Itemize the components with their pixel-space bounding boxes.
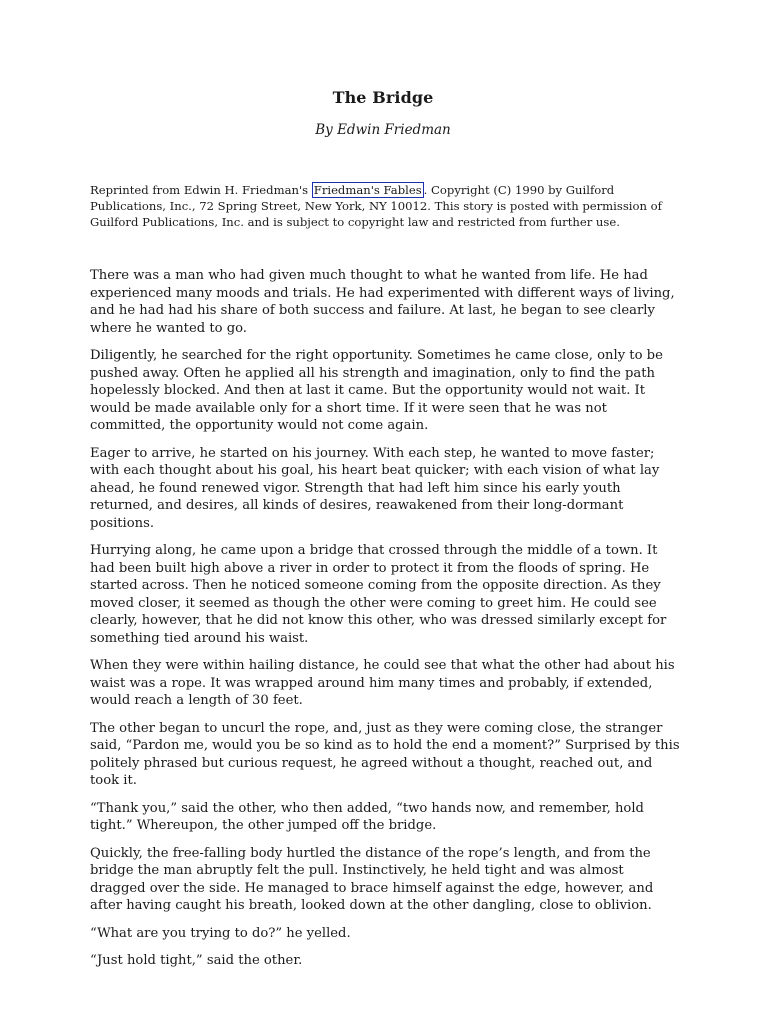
story-paragraph: “What are you trying to do?” he yelled. [90,925,351,941]
story-title: The Bridge [332,88,434,107]
story-paragraph: Diligently, he searched for the right opportunity. Sometimes he came close, only to be pushed away. Often he applied all his strength and imagination, only to find the path hopelessly blocked. And then at last it came. But the opportunity would not wait. It would be made available only for a short time. If it were seen that he was not committed, the opportunity would not come again. [90,348,663,433]
story-paragraph: Eager to arrive, he started on his journey. With each step, he wanted to move faster; with each thought about his goal, his heart beat quicker; with each vision of what lay ahead, he found renewed vigor. Strength that had left him since his early youth returned, and desires, all kinds of desires, reawakened from their long-dormant positions. [90,445,660,531]
story-paragraph: Hurrying along, he came upon a bridge that crossed through the middle of a town. It had been built high above a river in order to protect it from the floods of spring. He started across. Then he noticed someone coming from the opposite direction. As they moved closer, it seemed as though the other were coming to greet him. He could see clearly, however, that he did not know this other, who was dressed similarly except for something tied around his waist. [90,543,667,646]
story-paragraph: There was a man who had given much thought to what he wanted from life. He had experienced many moods and trials. He had experimented with different ways of living, and he had had his share of both success and failure. At last, he began to see clearly where he wanted to go. [90,268,675,336]
copyright-notice [90,182,676,230]
book-link[interactable]: Friedman's Fables [313,183,422,197]
notice-text-after-link: . Copyright (C) 1990 by Guilford Publications, Inc., 72 Spring Street, New York, NY 10012. This story is posted with permission of Guilford Publications, Inc. and is subject to copyright law and restricted from further use. [90,183,662,229]
notice-text-before-link: Reprinted from Edwin H. Friedman's [90,183,312,197]
story-byline: By Edwin Friedman [315,122,451,138]
story-body [90,267,680,980]
story-paragraph: The other began to uncurl the rope, and, just as they were coming close, the stranger said, “Pardon me, would you be so kind as to hold the end a moment?” Surprised by this politely phrased but curious request, he agreed without a thought, reached out, and took it. [90,720,680,788]
story-paragraph: “Thank you,” said the other, who then added, “two hands now, and remember, hold tight.” Whereupon, the other jumped off the bridge. [90,800,644,833]
story-paragraph: “Just hold tight,” said the other. [90,953,303,968]
story-paragraph: Quickly, the free-falling body hurtled the distance of the rope’s length, and from the bridge the man abruptly felt the pull. Instinctively, he held tight and was almost dragged over the side. He managed to brace himself against the edge, however, and after having caught his breath, looked down at the other dangling, close to oblivion. [90,845,654,913]
story-paragraph: When they were within hailing distance, he could see that what the other had about his waist was a rope. It was wrapped around him many times and probably, if extended, would reach a length of 30 feet. [90,658,675,708]
